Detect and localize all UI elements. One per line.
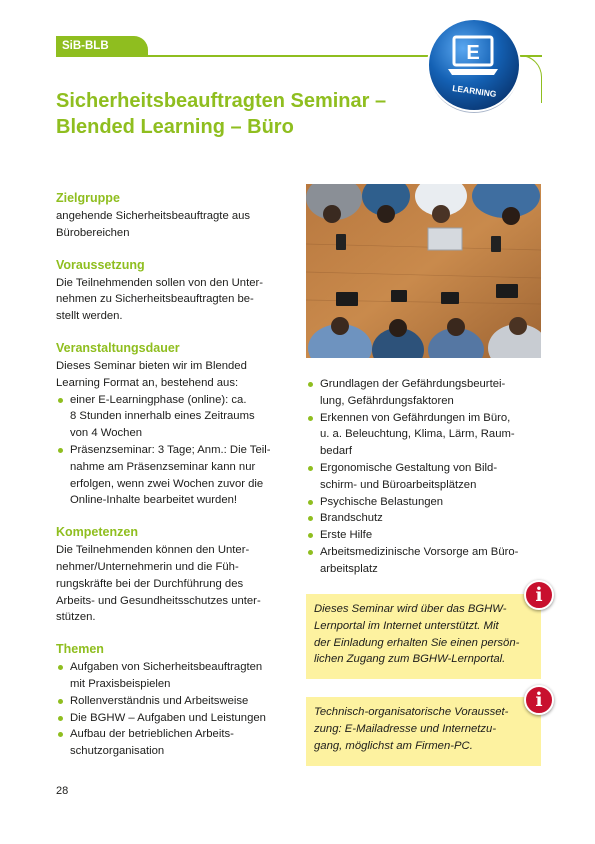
info-note-voraussetzung <box>306 697 541 766</box>
text-line: angehende Sicherheitsbeauftragte aus <box>56 210 251 222</box>
page-title <box>56 88 426 140</box>
note-line: Technisch-organisatorische Vorausset- <box>314 706 509 718</box>
list-item: Erste Hilfe <box>306 527 546 544</box>
info-icon: i <box>524 685 554 715</box>
list-item: Die BGHW – Aufgaben und Leistungen <box>56 710 296 727</box>
text-line: Die Teilnehmenden sollen von den Unter- <box>56 276 264 289</box>
note-line: gang, möglichst am Firmen-PC. <box>314 739 473 752</box>
note-line: Dieses Seminar wird über das BGHW- <box>314 603 507 615</box>
info-icon: i <box>524 580 554 610</box>
text-line: nehmen zu Sicherheitsbeauftragten be- <box>56 293 254 306</box>
heading-themen: Themen <box>56 642 104 657</box>
heading-zielgruppe: Zielgruppe <box>56 191 120 205</box>
section-dauer <box>56 340 296 509</box>
note-line: lichen Zugang zum BGHW-Lernportal. <box>314 653 506 666</box>
text-line: rungskräfte bei der Durchführung des <box>56 577 244 590</box>
right-column <box>306 376 546 578</box>
section-kompetenzen <box>56 524 296 626</box>
badge-letter: E <box>466 42 480 64</box>
text-line: stellt werden. <box>56 310 123 323</box>
text-line: Arbeits- und Gesundheitsschutzes unter- <box>56 594 261 607</box>
meeting-photo <box>306 184 541 358</box>
section-tab: SiB-BLB <box>56 36 148 56</box>
list-item: Arbeitsmedizinische Vorsorge am Büro- arbeitsplatz <box>306 544 546 578</box>
note-line: der Einladung erhalten Sie einen persön- <box>314 636 520 649</box>
list-item: Aufgaben von Sicherheitsbeauftragten mit Praxisbeispielen <box>56 659 296 693</box>
text-line: Learning Format an, bestehend aus: <box>56 376 239 389</box>
text-line: Die Teilnehmenden können den Unter- <box>56 544 250 557</box>
themen-list-continued <box>306 376 546 578</box>
heading-voraussetzung: Voraussetzung <box>56 257 145 272</box>
text-line: nehmer/Unternehmerin und die Füh- <box>56 560 239 573</box>
list-item: Rollenverständnis und Arbeitsweise <box>56 693 296 710</box>
section-themen <box>56 641 296 760</box>
title-line-2: Blended Learning – Büro <box>56 116 294 138</box>
info-note-lernportal <box>306 594 541 679</box>
section-voraussetzung <box>56 257 296 325</box>
list-item: Brandschutz <box>306 510 546 527</box>
note-line: zung: E-Mailadresse und Internetzu- <box>314 722 497 735</box>
e-learning-badge <box>424 15 524 115</box>
list-item: Grundlagen der Gefährdungsbeurtei- lung, Gefährdungsfaktoren <box>306 376 546 410</box>
list-item: Aufbau der betrieblichen Arbeits- schutzorganisation <box>56 726 296 760</box>
list-item: Ergonomische Gestaltung von Bild- schirm- und Büroarbeitsplätzen <box>306 460 546 494</box>
title-line-1: Sicherheitsbeauftragten Seminar – <box>56 90 387 112</box>
themen-list <box>56 659 296 760</box>
page-number: 28 <box>56 785 69 797</box>
dauer-list <box>56 392 296 510</box>
section-zielgruppe <box>56 190 296 242</box>
badge-label: LEARNING <box>451 82 498 100</box>
left-column <box>56 190 296 775</box>
list-item: Präsenzseminar: 3 Tage; Anm.: Die Teil- nahme am Präsenzseminar kann nur erfolgen, wenn zwei Wochen zuvor die Online-Inhalte bearbeitet wurden! <box>56 442 296 509</box>
list-item: Erkennen von Gefährdungen im Büro, u. a. Beleuchtung, Klima, Lärm, Raum- bedarf <box>306 410 546 460</box>
text-line: stützen. <box>56 611 96 624</box>
note-line: Lernportal im Internet unterstützt. Mit <box>314 619 499 632</box>
list-item: Psychische Belastungen <box>306 494 546 511</box>
text-line: Bürobereichen <box>56 226 130 239</box>
text-line: Dieses Seminar bieten wir im Blended <box>56 359 247 372</box>
heading-dauer: Veranstaltungsdauer <box>56 340 180 355</box>
list-item: einer E-Learningphase (online): ca. 8 Stunden innerhalb eines Zeitraums von 4 Wochen <box>56 392 296 442</box>
heading-kompetenzen: Kompetenzen <box>56 525 138 540</box>
